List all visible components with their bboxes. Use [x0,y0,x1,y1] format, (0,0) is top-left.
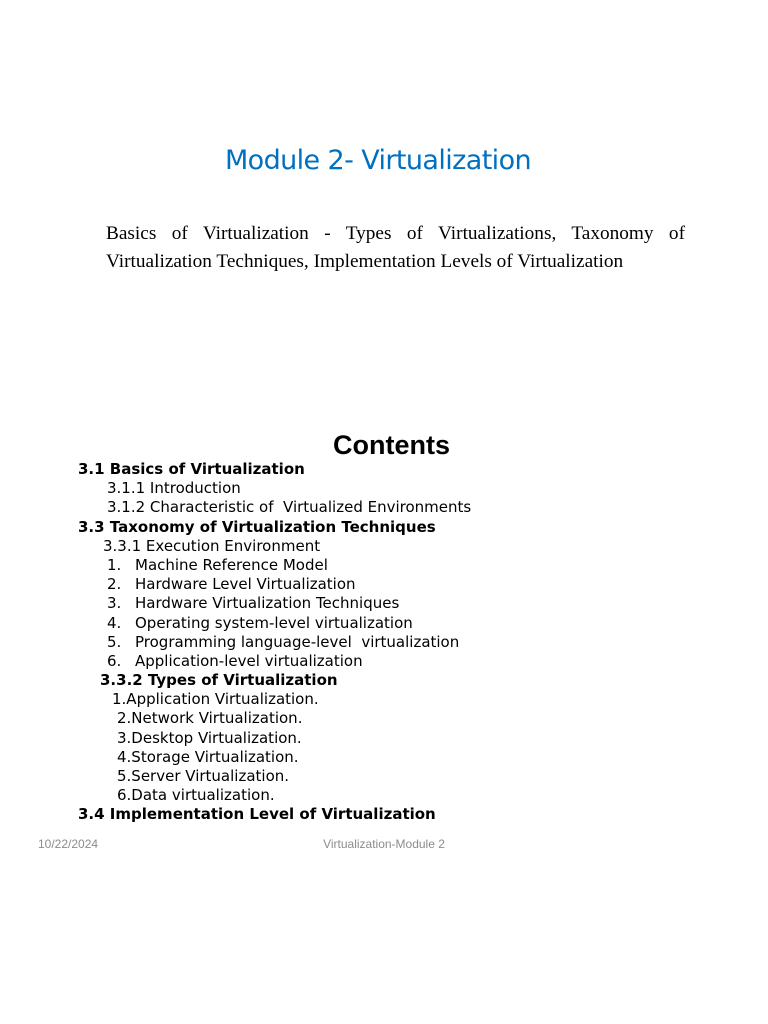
toc-subsection-3-3-2 [0,671,768,690]
toc-item-label: 3.1 Basics of Virtualization [78,460,305,478]
toc-item-label: 3.1.1 Introduction [107,479,241,498]
module-title: Module 2- Virtualization [224,145,532,176]
toc-section-3-4 [0,805,768,824]
toc-item-label: 3.1.2 Characteristic of Virtualized Environments [107,498,472,517]
footer-title: Virtualization-Module 2 [323,837,445,851]
toc-item-label: 2.Network Virtualization. [117,709,303,728]
toc-item-number: 1. [107,555,122,574]
toc-list-item [0,594,768,613]
table-of-contents [0,460,768,825]
toc-item-label: 3.3.2 Types of Virtualization [100,671,338,690]
toc-item-label: Programming language-level virtualization [135,632,460,651]
toc-subsection-3-3-1 [0,537,768,556]
toc-list-item [0,767,768,786]
toc-list-item [0,633,768,652]
toc-list-item [0,690,768,709]
toc-list-item [0,709,768,728]
toc-item-number: 5. [107,632,122,651]
toc-item-number: 4. [107,613,122,632]
toc-section-3-1 [0,460,768,479]
toc-item-number: 2. [107,575,122,594]
toc-item-label: Machine Reference Model [135,555,328,574]
toc-item-label: 3.4 Implementation Level of Virtualization [78,805,436,824]
toc-item-label: 6.Data virtualization. [117,786,275,805]
toc-item-label: Operating system-level virtualization [135,613,413,632]
toc-item-label: 3.3.1 Execution Environment [103,536,321,555]
intro-paragraph: Basics of Virtualization - Types of Virtualizations, Taxonomy of Virtualization Techniques, Implementation Levels of Virtualization [106,223,685,272]
toc-subsection-3-1-1 [0,479,768,498]
toc-list-item [0,786,768,805]
toc-list-item [0,614,768,633]
toc-item-number: 6. [107,651,122,670]
toc-item-label: 3.3 Taxonomy of Virtualization Techniques [78,517,436,536]
toc-item-label: 4.Storage Virtualization. [117,747,299,766]
toc-item-label: Application-level virtualization [135,651,363,670]
toc-subsection-3-1-2 [0,498,768,517]
toc-item-number: 3. [107,594,122,613]
toc-list-item [0,556,768,575]
contents-heading: Contents [333,430,450,460]
toc-list-item [0,575,768,594]
footer-date: 10/22/2024 [38,837,99,851]
toc-item-label: Hardware Level Virtualization [135,575,356,594]
toc-list-item [0,729,768,748]
toc-item-label: 1.Application Virtualization. [112,690,319,709]
toc-section-3-3 [0,518,768,537]
toc-list-item [0,652,768,671]
toc-item-label: Hardware Virtualization Techniques [135,594,400,613]
toc-item-label: 3.Desktop Virtualization. [117,728,302,747]
toc-list-item [0,748,768,767]
toc-item-label: 5.Server Virtualization. [117,767,290,785]
